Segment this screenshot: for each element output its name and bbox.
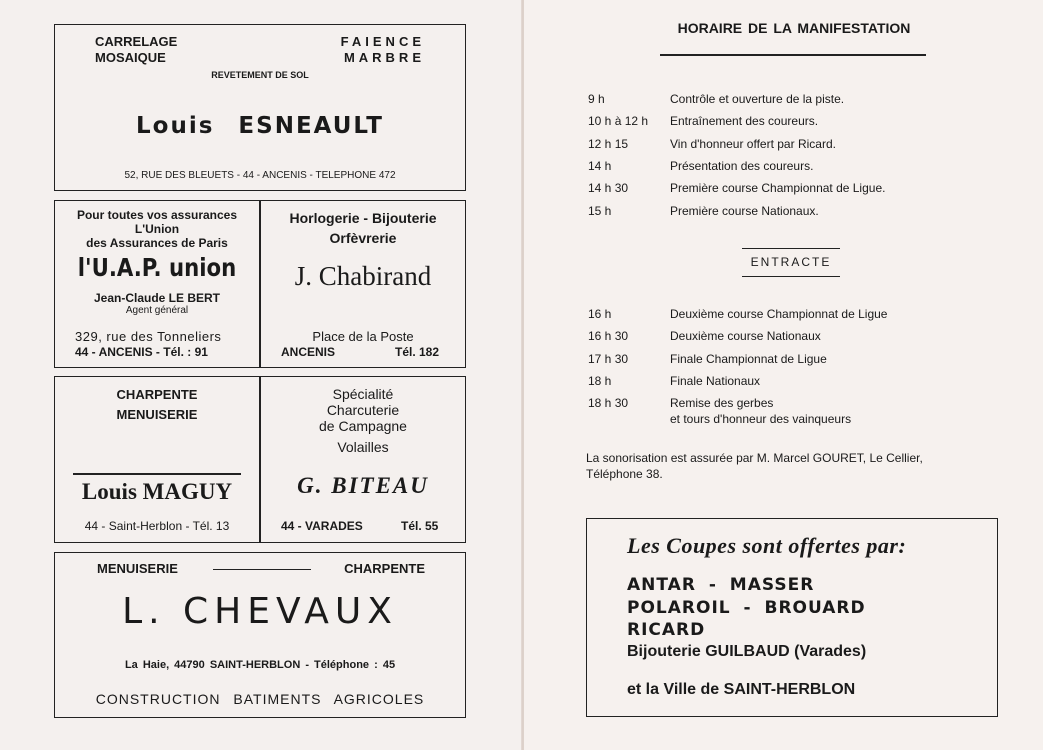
schedule-row-time: 14 h 30 [588,181,629,196]
schedule-row-event: Vin d'honneur offert par Ricard. [670,136,836,151]
schedule-row-time: 9 h [588,92,605,106]
ad-biteau-phone: Tél. 55 [401,519,439,533]
ad-esneault-line2-left: MOSAIQUE [95,50,166,65]
cups-line3: RICARD [627,620,706,640]
cups-title: Les Coupes sont offertes par: [627,533,907,558]
cups-line2: POLAROIL - BROUARD [627,598,866,618]
ad-esneault [54,24,466,191]
ad-chabirand-name: J. Chabirand [294,261,432,291]
schedule-row-event: Présentation des coureurs. [670,158,814,173]
ad-biteau-line1: Spécialité [332,386,394,402]
schedule-row-event: Première course Nationaux. [670,203,819,218]
schedule-title: HORAIRE DE LA MANIFESTATION [677,20,911,36]
ad-esneault-line1-right: FAIENCE [340,34,425,49]
schedule-row-event: Finale Championnat de Ligue [670,351,827,366]
ad-chevaux [54,552,466,718]
schedule-row-event: Contrôle et ouverture de la piste. [670,92,845,106]
ad-biteau-line4: Volailles [337,439,389,455]
schedule-row-time: 14 h [588,158,612,173]
sound-line1: La sonorisation est assurée par M. Marcel GOURET, Le Cellier, [586,451,923,465]
schedule-row-time: 15 h [588,203,612,218]
ad-uap-city: 44 - ANCENIS - Tél. : 91 [75,345,208,359]
ad-chabirand-line1: Horlogerie - Bijouterie [289,210,437,226]
ad-chevaux-left: MENUISERIE [97,561,178,576]
right-page [524,0,1043,750]
cups-line1: ANTAR - MASSER [627,575,815,595]
ad-esneault-name: Louis ESNEAULT [136,113,384,139]
ad-maguy-rule [73,473,241,475]
schedule-row-event: Remise des gerbes [670,396,774,411]
ad-row-3 [54,376,466,543]
ad-chevaux-rule [213,569,311,570]
ad-uap-line2: L'Union [134,222,180,236]
ad-esneault-line1-left: CARRELAGE [95,34,178,49]
ad-maguy-line1: CHARPENTE [116,387,198,402]
schedule-row-time: 17 h 30 [588,351,629,366]
ad-uap-brand: l'U.A.P. union [77,253,237,282]
intermission-label: ENTRACTE [750,255,832,269]
ad-biteau-name: G. BITEAU [297,473,429,498]
cups-line5: et la Ville de SAINT-HERBLON [627,681,856,698]
schedule-row-event: Finale Nationaux [670,373,761,388]
ad-uap-agent-role: Agent général [125,305,189,316]
schedule-row-time: 16 h [588,307,612,321]
schedule-row-event: Deuxième course Championnat de Ligue [670,307,888,321]
intermission-rule-bottom [742,276,840,277]
ad-chevaux-footer: CONSTRUCTION BATIMENTS AGRICOLES [95,691,425,707]
cups-line4: Bijouterie GUILBAUD (Varades) [627,643,867,660]
ad-chevaux-name: L. CHEVAUX [122,591,398,632]
ad-uap-line3: des Assurances de Paris [86,236,228,250]
ad-uap-address: 329, rue des Tonneliers [75,329,222,344]
ad-chabirand-line2: Orfèvrerie [329,230,397,246]
ad-maguy-name: Louis MAGUY [81,479,233,504]
ad-esneault-address: 52, RUE DES BLEUETS - 44 - ANCENIS - TELEPHONE 472 [124,170,396,181]
schedule-row-time: 18 h 30 [588,396,629,411]
schedule-row-time: 16 h 30 [588,329,629,344]
ad-chevaux-right: CHARPENTE [344,561,425,576]
schedule-row-time: 12 h 15 [588,136,629,151]
ad-chabirand-phone: Tél. 182 [395,345,440,359]
ad-esneault-line2-right: MARBRE [343,50,425,65]
ad-maguy-line2: MENUISERIE [116,407,198,422]
ad-esneault-subtitle: REVETEMENT DE SOL [211,70,309,80]
ad-biteau-city: 44 - VARADES [281,519,363,533]
sound-line2: Téléphone 38. [586,467,663,481]
schedule-last-line2: et tours d'honneur des vainqueurs [670,412,852,426]
schedule-row-time: 10 h à 12 h [588,114,649,129]
ad-chabirand-city: ANCENIS [281,345,336,359]
ad-biteau-line3: de Campagne [319,418,407,434]
ad-uap-line1: Pour toutes vos assurances [76,208,238,222]
ad-chabirand-address: Place de la Poste [312,329,414,344]
schedule-row-event: Entraînement des coureurs. [670,114,819,129]
intermission-rule-top [742,248,840,249]
ad-uap-agent-name: Jean-Claude LE BERT [93,291,221,305]
title-rule [660,54,926,56]
ad-row-2 [54,200,466,368]
schedule-row-event: Deuxième course Nationaux [670,329,821,344]
schedule-row-event: Première course Championnat de Ligue. [670,181,886,196]
cups-box [586,518,998,717]
ad-biteau-line2: Charcuterie [326,402,400,418]
schedule-row-time: 18 h [588,373,612,388]
ad-chevaux-address: La Haie, 44790 SAINT-HERBLON - Téléphone : 45 [124,659,396,671]
ad-maguy-address: 44 - Saint-Herblon - Tél. 13 [84,519,230,533]
